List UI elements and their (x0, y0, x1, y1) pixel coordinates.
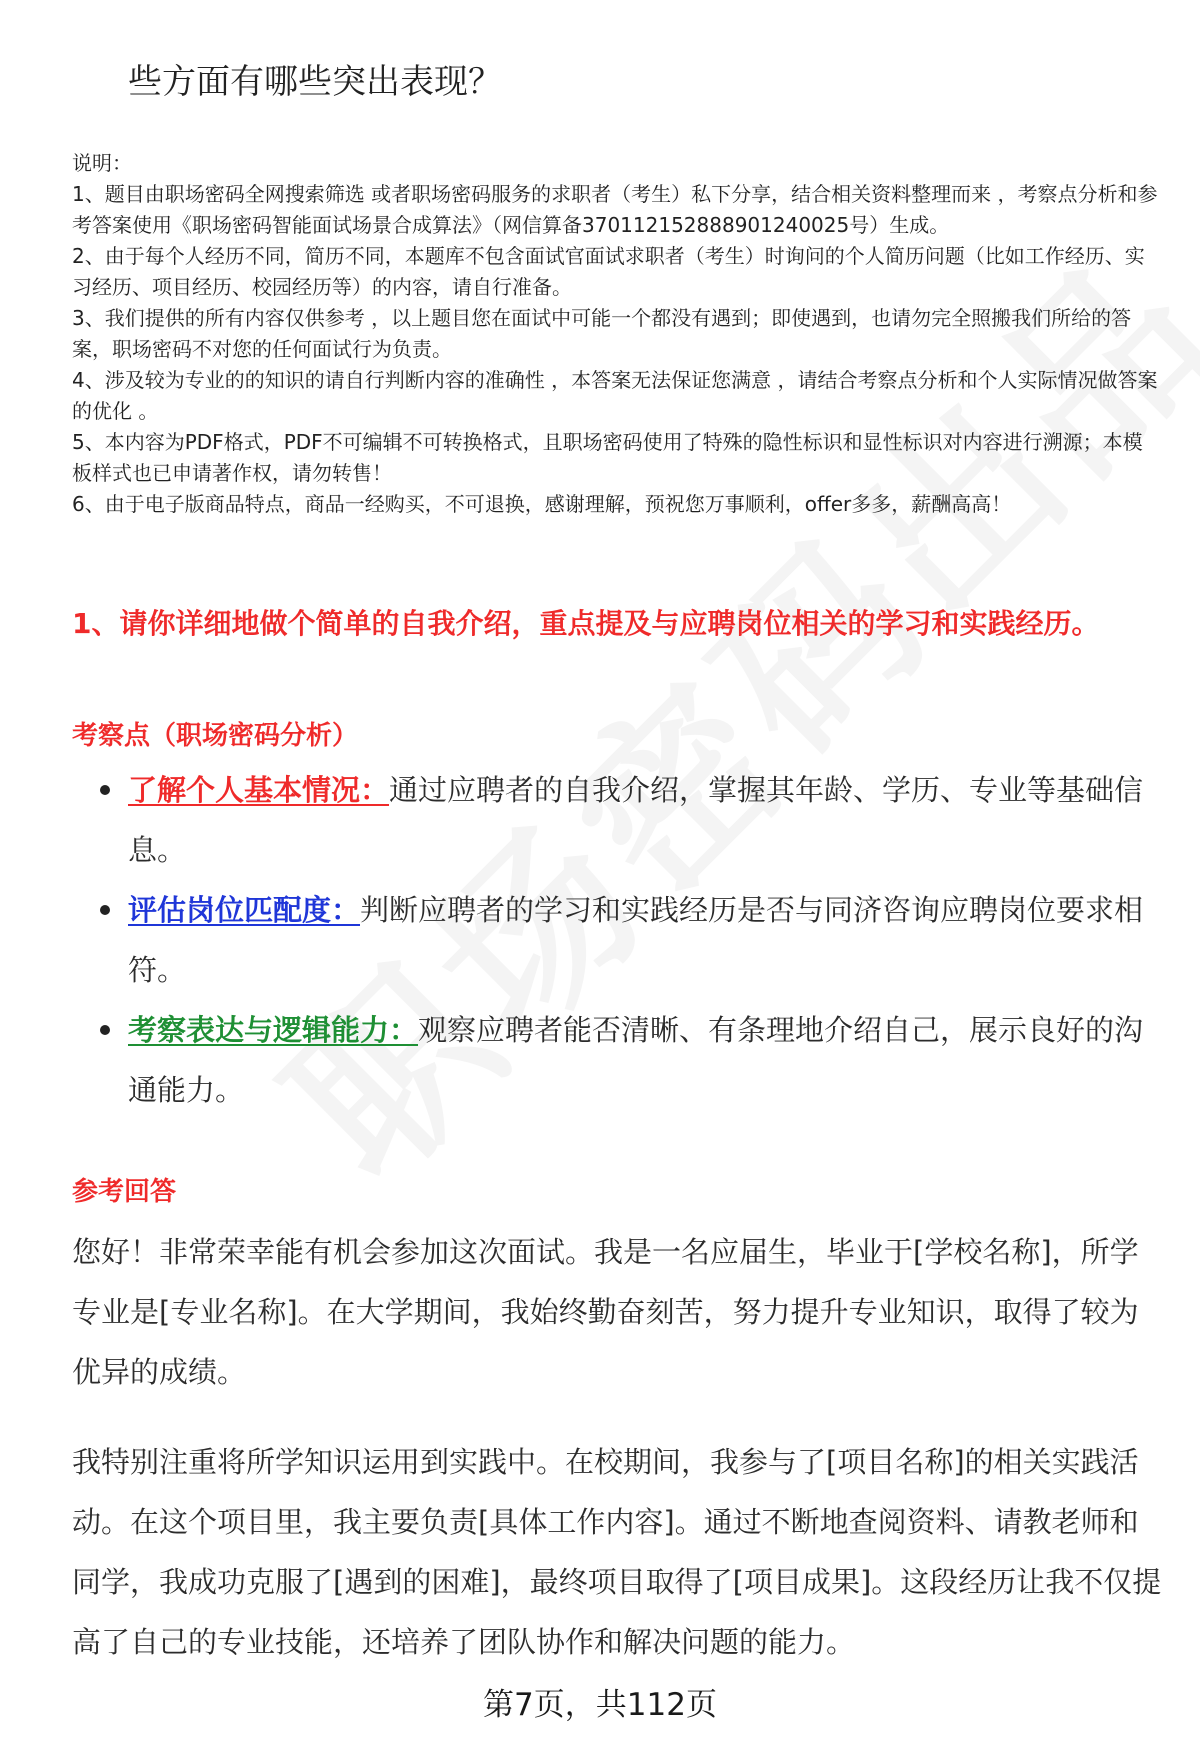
point-label-communication: 考察表达与逻辑能力： (128, 1013, 419, 1047)
note-item: 2、由于每个人经历不同，简历不同，本题库不包含面试官面试求职者（考生）时询问的个人简历问题（比如工作经历、实习经历、项目经历、校园经历等）的内容，请自行准备。 (72, 244, 1145, 299)
point-text: 通过应聘者的自我介绍，掌握其年龄、学历、专业等基础信息。 (128, 773, 1144, 867)
notes-section (72, 148, 1162, 520)
point-text: 判断应聘者的学习和实践经历是否与同济咨询应聘岗位要求相符。 (128, 893, 1144, 987)
analysis-point (72, 880, 1162, 1000)
notes-heading: 说明： (72, 151, 132, 175)
note-item: 4、涉及较为专业的的知识的请自行判断内容的准确性 ，本答案无法保证您满意 ，请结合考察点分析和个人实际情况做答案的优化 。 (72, 368, 1158, 423)
note-item: 5、本内容为PDF格式，PDF不可编辑不可转换格式，且职场密码使用了特殊的隐性标识和显性标识对内容进行溯源；本模板样式也已申请著作权，请勿转售！ (72, 430, 1143, 485)
reference-answer-heading: 参考回答 (72, 1177, 177, 1207)
note-item: 1、题目由职场密码全网搜索筛选 或者职场密码服务的求职者（考生）私下分享，结合相关资料整理而来 ，考察点分析和参考答案使用《职场密码智能面试场景合成算法》（网信算备370112152888901240025号）生成。 (72, 182, 1158, 237)
page-number: 第7页，共112页 (483, 1687, 717, 1723)
analysis-point (72, 1000, 1162, 1120)
analysis-point (72, 760, 1162, 880)
analysis-heading: 考察点（职场密码分析） (72, 721, 359, 751)
analysis-points-list (72, 760, 1162, 1120)
note-item: 3、我们提供的所有内容仅供参考 ，以上题目您在面试中可能一个都没有遇到；即使遇到，也请勿完全照搬我们所给的答案，职场密码不对您的任何面试行为负责。 (72, 306, 1132, 361)
question-heading: 1、请你详细地做个简单的自我介绍，重点提及与应聘岗位相关的学习和实践经历。 (72, 607, 1100, 641)
point-label-basic-info: 了解个人基本情况： (128, 773, 390, 807)
note-item: 6、由于电子版商品特点，商品一经购买，不可退换，感谢理解，预祝您万事顺利，offer多多，薪酬高高！ (72, 492, 1012, 516)
point-label-job-match: 评估岗位匹配度： (128, 893, 361, 927)
answer-paragraph-intro: 您好！非常荣幸能有机会参加这次面试。我是一名应届生，毕业于[学校名称]，所学专业是[专业名称]。在大学期间，我始终勤奋刻苦，努力提升专业知识，取得了较为优异的成绩。 (72, 1235, 1139, 1389)
point-text: 观察应聘者能否清晰、有条理地介绍自己，展示良好的沟通能力。 (128, 1013, 1144, 1107)
title-continuation: 些方面有哪些突出表现？ (128, 62, 502, 102)
answer-paragraph-practice: 我特别注重将所学知识运用到实践中。在校期间，我参与了[项目名称]的相关实践活动。在这个项目里，我主要负责[具体工作内容]。通过不断地查阅资料、请教老师和同学，我成功克服了[遇到的困难]，最终项目取得了[项目成果]。这段经历让我不仅提高了自己的专业技能，还培养了团队协作和解决问题的能力。 (72, 1445, 1162, 1659)
